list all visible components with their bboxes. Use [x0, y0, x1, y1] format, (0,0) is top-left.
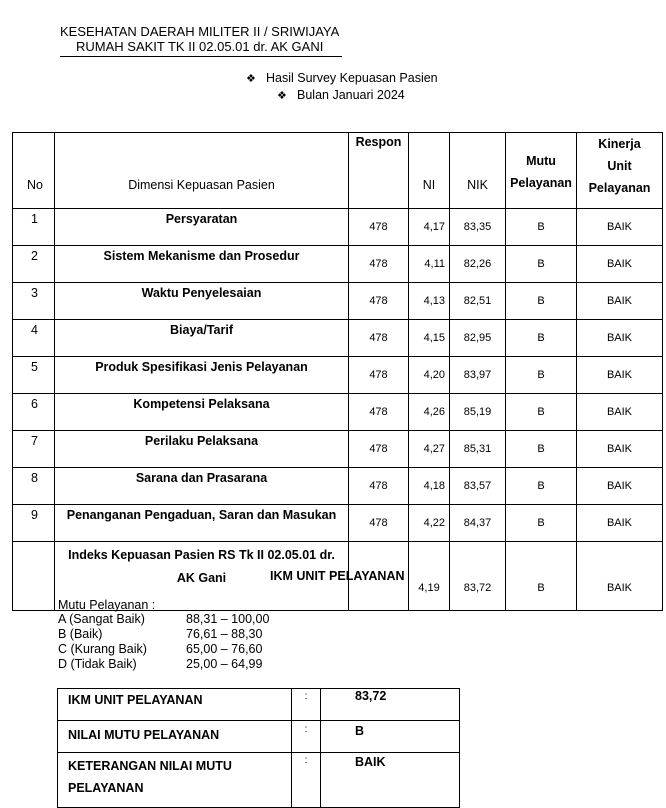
cell-nik: 82,95: [450, 320, 506, 357]
header-no: No: [13, 133, 55, 209]
cell-dimensi: Produk Spesifikasi Jenis Pelayanan: [55, 357, 349, 394]
header-kinerja: [577, 133, 663, 209]
mutu-pelayanan-list: [58, 612, 269, 672]
cell-kinerja: BAIK: [577, 246, 663, 283]
table-row: [13, 209, 663, 246]
summary-key: NILAI MUTU PELAYANAN: [58, 721, 292, 753]
cell-no: 8: [13, 468, 55, 505]
cell-nik: 85,31: [450, 431, 506, 468]
index-label-line: Indeks Kepuasan Pasien RS Tk II 02.05.01 dr.: [68, 548, 335, 562]
summary-key: [58, 753, 292, 808]
cell-dimensi: Kompetensi Pelaksana: [55, 394, 349, 431]
cell-ni: 4,27: [409, 431, 450, 468]
index-kinerja: BAIK: [577, 542, 663, 611]
table-row: [13, 357, 663, 394]
cell-mutu: B: [506, 468, 577, 505]
mutu-label: D (Tidak Baik): [58, 657, 137, 671]
cell-nik: 82,51: [450, 283, 506, 320]
list-item: [58, 657, 269, 672]
summary-key: IKM UNIT PELAYANAN: [58, 689, 292, 721]
cell-dimensi: Waktu Penyelesaian: [55, 283, 349, 320]
cell-respon: 478: [349, 283, 409, 320]
cell-respon: 478: [349, 357, 409, 394]
diamond-bullet-icon: ❖: [246, 73, 256, 85]
table-row: [13, 320, 663, 357]
list-item: [58, 642, 269, 657]
cell-nik: 83,97: [450, 357, 506, 394]
cell-dimensi: Persyaratan: [55, 209, 349, 246]
cell-ni: 4,18: [409, 468, 450, 505]
cell-nik: 84,37: [450, 505, 506, 542]
index-nik: 83,72: [450, 542, 506, 611]
cell-ni: 4,20: [409, 357, 450, 394]
table-row: [13, 431, 663, 468]
cell-kinerja: BAIK: [577, 394, 663, 431]
table-row: [13, 468, 663, 505]
index-label-line: AK Gani: [176, 571, 227, 585]
cell-kinerja: BAIK: [577, 320, 663, 357]
header-ni: NI: [409, 133, 450, 209]
table-header-row: [13, 133, 663, 209]
satisfaction-table: [12, 132, 663, 611]
cell-ni: 4,11: [409, 246, 450, 283]
summary-key-line: KETERANGAN NILAI MUTU: [68, 759, 232, 773]
list-item: [58, 627, 269, 642]
cell-mutu: B: [506, 357, 577, 394]
summary-value: 83,72: [321, 689, 460, 721]
cell-mutu: B: [506, 431, 577, 468]
summary-row: [58, 721, 460, 753]
cell-no: 9: [13, 505, 55, 542]
cell-no: 1: [13, 209, 55, 246]
cell-mutu: B: [506, 209, 577, 246]
cell-dimensi: Sarana dan Prasarana: [55, 468, 349, 505]
cell-no: 3: [13, 283, 55, 320]
cell-ni: 4,26: [409, 394, 450, 431]
mutu-range: 76,61 – 88,30: [186, 627, 263, 641]
mutu-pelayanan-title: Mutu Pelayanan :: [58, 598, 156, 612]
cell-dimensi: Biaya/Tarif: [55, 320, 349, 357]
cell-mutu: B: [506, 246, 577, 283]
header-line-2-text: RUMAH SAKIT TK II 02.05.01 dr. AK GANI: [76, 39, 324, 54]
list-item: [58, 612, 269, 627]
header-dimensi: Dimensi Kepuasan Pasien: [55, 133, 349, 209]
summary-colon: :: [292, 689, 321, 721]
diamond-bullet-icon: ❖: [277, 90, 287, 102]
cell-nik: 83,35: [450, 209, 506, 246]
mutu-range: 65,00 – 76,60: [186, 642, 263, 656]
cell-ni: 4,17: [409, 209, 450, 246]
mutu-label: A (Sangat Baik): [58, 612, 145, 626]
summary-value: B: [321, 721, 460, 753]
cell-kinerja: BAIK: [577, 468, 663, 505]
cell-dimensi: Penanganan Pengaduan, Saran dan Masukan: [55, 505, 349, 542]
header-mutu-line: Mutu: [526, 154, 556, 168]
header-mutu-line: Pelayanan: [510, 176, 572, 190]
cell-kinerja: BAIK: [577, 357, 663, 394]
cell-respon: 478: [349, 246, 409, 283]
summary-table: [57, 688, 460, 808]
cell-kinerja: BAIK: [577, 505, 663, 542]
cell-nik: 82,26: [450, 246, 506, 283]
cell-no: 7: [13, 431, 55, 468]
cell-no: 2: [13, 246, 55, 283]
cell-dimensi: Sistem Mekanisme dan Prosedur: [55, 246, 349, 283]
summary-value: BAIK: [321, 753, 460, 808]
cell-kinerja: BAIK: [577, 283, 663, 320]
cell-nik: 85,19: [450, 394, 506, 431]
mutu-label: B (Baik): [58, 627, 103, 641]
header-line-2: [60, 39, 342, 57]
table-row: [13, 283, 663, 320]
summary-colon: :: [292, 721, 321, 753]
cell-mutu: B: [506, 320, 577, 357]
summary-row: [58, 689, 460, 721]
table-row: [13, 505, 663, 542]
ikm-title: IKM UNIT PELAYANAN: [270, 569, 405, 583]
bullet-month: [277, 87, 405, 104]
cell-mutu: B: [506, 394, 577, 431]
header-mutu: [506, 133, 577, 209]
header-kinerja-line: Pelayanan: [588, 181, 651, 195]
header-kinerja-line: Unit: [607, 159, 632, 173]
mutu-label: C (Kurang Baik): [58, 642, 147, 656]
cell-ni: 4,15: [409, 320, 450, 357]
header-nik: NIK: [450, 133, 506, 209]
bullet-survey-text: Hasil Survey Kepuasan Pasien: [266, 71, 438, 85]
cell-respon: 478: [349, 209, 409, 246]
header-respon: Respon: [349, 133, 409, 209]
index-mutu: B: [506, 542, 577, 611]
cell-kinerja: BAIK: [577, 209, 663, 246]
cell-no: 4: [13, 320, 55, 357]
summary-key-line: PELAYANAN: [68, 781, 144, 795]
cell-no-empty: [13, 542, 55, 611]
cell-respon: 478: [349, 394, 409, 431]
mutu-range: 88,31 – 100,00: [186, 612, 270, 626]
mutu-range: 25,00 – 64,99: [186, 657, 263, 671]
cell-nik: 83,57: [450, 468, 506, 505]
table-row: [13, 246, 663, 283]
cell-respon: 478: [349, 431, 409, 468]
cell-ni: 4,22: [409, 505, 450, 542]
cell-respon: 478: [349, 320, 409, 357]
bullet-month-text: Bulan Januari 2024: [297, 88, 405, 102]
table-row: [13, 394, 663, 431]
cell-no: 5: [13, 357, 55, 394]
index-ni: 4,19: [409, 542, 450, 611]
cell-kinerja: BAIK: [577, 431, 663, 468]
cell-dimensi: Perilaku Pelaksana: [55, 431, 349, 468]
cell-respon: 478: [349, 505, 409, 542]
cell-mutu: B: [506, 283, 577, 320]
summary-row: [58, 753, 460, 808]
cell-no: 6: [13, 394, 55, 431]
header-kinerja-line: Kinerja: [598, 137, 641, 151]
cell-respon: 478: [349, 468, 409, 505]
bullet-survey: [246, 70, 438, 87]
summary-colon: :: [292, 753, 321, 808]
cell-mutu: B: [506, 505, 577, 542]
cell-ni: 4,13: [409, 283, 450, 320]
header-line-1: KESEHATAN DAERAH MILITER II / SRIWIJAYA: [60, 24, 340, 39]
